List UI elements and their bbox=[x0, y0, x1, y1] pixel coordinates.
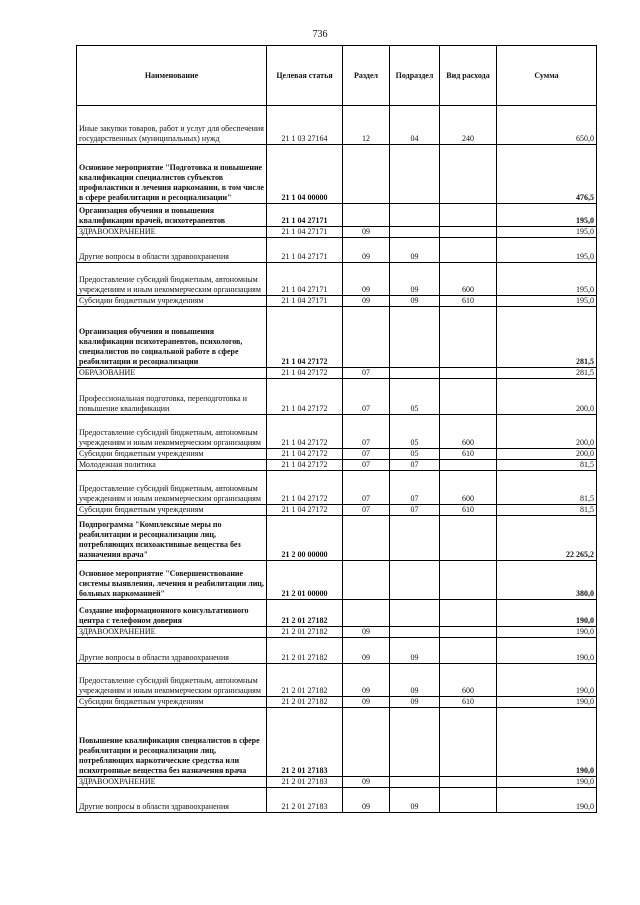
cell-target-article: 21 2 01 27183 bbox=[267, 708, 343, 777]
table-row bbox=[77, 449, 597, 460]
cell-sum: 190,0 bbox=[497, 708, 597, 777]
cell-subsection bbox=[390, 516, 440, 561]
table-body bbox=[77, 106, 597, 813]
table-row bbox=[77, 471, 597, 505]
table-row bbox=[77, 106, 597, 145]
cell-sum: 195,0 bbox=[497, 204, 597, 227]
cell-section bbox=[343, 204, 390, 227]
cell-sum: 81,5 bbox=[497, 460, 597, 471]
cell-section: 07 bbox=[343, 505, 390, 516]
cell-subsection bbox=[390, 368, 440, 379]
cell-name: Субсидии бюджетным учреждениям bbox=[77, 449, 267, 460]
header-name: Наименование bbox=[77, 46, 267, 106]
cell-name: Молодежная политика bbox=[77, 460, 267, 471]
cell-name: ЗДРАВООХРАНЕНИЕ bbox=[77, 777, 267, 788]
cell-expense-type bbox=[440, 561, 497, 600]
cell-subsection: 05 bbox=[390, 449, 440, 460]
cell-subsection bbox=[390, 600, 440, 627]
cell-subsection: 09 bbox=[390, 263, 440, 296]
cell-expense-type bbox=[440, 600, 497, 627]
cell-target-article: 21 1 04 27171 bbox=[267, 263, 343, 296]
cell-target-article: 21 1 04 27171 bbox=[267, 238, 343, 263]
table-row bbox=[77, 600, 597, 627]
table-row bbox=[77, 638, 597, 664]
cell-expense-type bbox=[440, 307, 497, 368]
cell-sum: 190,0 bbox=[497, 788, 597, 813]
cell-section: 09 bbox=[343, 627, 390, 638]
cell-expense-type: 600 bbox=[440, 263, 497, 296]
cell-name: Другие вопросы в области здравоохранения bbox=[77, 788, 267, 813]
cell-name: Основное мероприятие "Совершенствование системы выявления, лечения и реабилитации лиц, больных наркоманией" bbox=[77, 561, 267, 600]
cell-name: Повышение квалификации специалистов в сфере реабилитации и ресоциализации лиц, потребляющих наркотические средства или психотропные вещества без назначения врача bbox=[77, 708, 267, 777]
cell-target-article: 21 2 01 27182 bbox=[267, 638, 343, 664]
cell-section: 09 bbox=[343, 664, 390, 697]
cell-expense-type bbox=[440, 708, 497, 777]
cell-expense-type bbox=[440, 368, 497, 379]
cell-name: Основное мероприятие "Подготовка и повышение квалификации специалистов субъектов профилактики и лечения наркомании, в том числе в сфере реабилитации и ресоциализации" bbox=[77, 145, 267, 204]
cell-section: 07 bbox=[343, 460, 390, 471]
cell-sum: 195,0 bbox=[497, 296, 597, 307]
header-sum: Сумма bbox=[497, 46, 597, 106]
table-row bbox=[77, 561, 597, 600]
cell-name: Предоставление субсидий бюджетным, автономным учреждениям и иным некоммерческим организациям bbox=[77, 263, 267, 296]
table-row bbox=[77, 307, 597, 368]
cell-name: Другие вопросы в области здравоохранения bbox=[77, 638, 267, 664]
cell-sum: 190,0 bbox=[497, 664, 597, 697]
cell-sum: 195,0 bbox=[497, 263, 597, 296]
cell-subsection: 07 bbox=[390, 460, 440, 471]
cell-target-article: 21 1 04 00000 bbox=[267, 145, 343, 204]
cell-name: Другие вопросы в области здравоохранения bbox=[77, 238, 267, 263]
cell-expense-type bbox=[440, 238, 497, 263]
cell-expense-type: 610 bbox=[440, 296, 497, 307]
table-row bbox=[77, 627, 597, 638]
cell-subsection: 05 bbox=[390, 379, 440, 415]
cell-subsection: 07 bbox=[390, 471, 440, 505]
cell-expense-type bbox=[440, 627, 497, 638]
cell-target-article: 21 2 01 27183 bbox=[267, 777, 343, 788]
cell-target-article: 21 1 04 27172 bbox=[267, 449, 343, 460]
cell-subsection bbox=[390, 307, 440, 368]
cell-name: Организация обучения и повышения квалификации врачей, психотерапевтов bbox=[77, 204, 267, 227]
cell-subsection bbox=[390, 627, 440, 638]
cell-section: 09 bbox=[343, 263, 390, 296]
cell-sum: 81,5 bbox=[497, 505, 597, 516]
cell-name: Субсидии бюджетным учреждениям bbox=[77, 697, 267, 708]
cell-expense-type: 610 bbox=[440, 449, 497, 460]
table-row bbox=[77, 145, 597, 204]
cell-name: ЗДРАВООХРАНЕНИЕ bbox=[77, 627, 267, 638]
cell-name: Предоставление субсидий бюджетным, автономным учреждениям и иным некоммерческим организациям bbox=[77, 415, 267, 449]
budget-table bbox=[76, 45, 597, 813]
cell-expense-type bbox=[440, 227, 497, 238]
cell-sum: 190,0 bbox=[497, 600, 597, 627]
cell-subsection: 05 bbox=[390, 415, 440, 449]
table-row bbox=[77, 379, 597, 415]
cell-target-article: 21 1 04 27172 bbox=[267, 460, 343, 471]
cell-target-article: 21 2 01 00000 bbox=[267, 561, 343, 600]
cell-expense-type bbox=[440, 777, 497, 788]
cell-section: 09 bbox=[343, 227, 390, 238]
cell-subsection bbox=[390, 227, 440, 238]
cell-expense-type bbox=[440, 204, 497, 227]
cell-target-article: 21 1 04 27172 bbox=[267, 379, 343, 415]
cell-target-article: 21 1 04 27171 bbox=[267, 227, 343, 238]
table-row bbox=[77, 238, 597, 263]
cell-expense-type: 600 bbox=[440, 471, 497, 505]
cell-target-article: 21 2 01 27182 bbox=[267, 697, 343, 708]
cell-expense-type bbox=[440, 788, 497, 813]
table-row bbox=[77, 505, 597, 516]
cell-expense-type: 610 bbox=[440, 697, 497, 708]
cell-expense-type bbox=[440, 516, 497, 561]
table-row bbox=[77, 263, 597, 296]
cell-sum: 476,5 bbox=[497, 145, 597, 204]
header-expense-type: Вид расхода bbox=[440, 46, 497, 106]
cell-section: 09 bbox=[343, 238, 390, 263]
cell-section: 07 bbox=[343, 415, 390, 449]
cell-target-article: 21 2 01 27182 bbox=[267, 600, 343, 627]
cell-subsection: 09 bbox=[390, 296, 440, 307]
cell-section bbox=[343, 516, 390, 561]
table-row bbox=[77, 777, 597, 788]
table-row bbox=[77, 708, 597, 777]
cell-sum: 200,0 bbox=[497, 415, 597, 449]
cell-name: Предоставление субсидий бюджетным, автономным учреждениям и иным некоммерческим организациям bbox=[77, 471, 267, 505]
cell-sum: 200,0 bbox=[497, 379, 597, 415]
cell-expense-type bbox=[440, 145, 497, 204]
cell-section: 07 bbox=[343, 449, 390, 460]
cell-expense-type bbox=[440, 638, 497, 664]
cell-name: Профессиональная подготовка, переподготовка и повышение квалификации bbox=[77, 379, 267, 415]
cell-target-article: 21 1 03 27164 bbox=[267, 106, 343, 145]
cell-subsection: 07 bbox=[390, 505, 440, 516]
table-row bbox=[77, 368, 597, 379]
table-row bbox=[77, 788, 597, 813]
cell-expense-type: 600 bbox=[440, 415, 497, 449]
cell-subsection bbox=[390, 145, 440, 204]
cell-target-article: 21 2 01 27183 bbox=[267, 788, 343, 813]
cell-target-article: 21 1 04 27172 bbox=[267, 505, 343, 516]
cell-sum: 281,5 bbox=[497, 307, 597, 368]
cell-section: 07 bbox=[343, 471, 390, 505]
table-row bbox=[77, 664, 597, 697]
cell-name: ОБРАЗОВАНИЕ bbox=[77, 368, 267, 379]
cell-sum: 650,0 bbox=[497, 106, 597, 145]
cell-name: Субсидии бюджетным учреждениям bbox=[77, 505, 267, 516]
cell-section bbox=[343, 708, 390, 777]
cell-subsection: 09 bbox=[390, 697, 440, 708]
cell-section bbox=[343, 600, 390, 627]
cell-subsection bbox=[390, 561, 440, 600]
cell-name: Субсидии бюджетным учреждениям bbox=[77, 296, 267, 307]
cell-subsection: 09 bbox=[390, 664, 440, 697]
cell-name: Организация обучения и повышения квалификации психотерапевтов, психологов, специалистов по социальной работе в сфере реабилитации и ресоциализации bbox=[77, 307, 267, 368]
table-row bbox=[77, 204, 597, 227]
cell-sum: 200,0 bbox=[497, 449, 597, 460]
cell-target-article: 21 1 04 27172 bbox=[267, 415, 343, 449]
table-header-row bbox=[77, 46, 597, 106]
table-row bbox=[77, 697, 597, 708]
cell-name: Предоставление субсидий бюджетным, автономным учреждениям и иным некоммерческим организациям bbox=[77, 664, 267, 697]
cell-section: 09 bbox=[343, 777, 390, 788]
cell-subsection bbox=[390, 204, 440, 227]
cell-target-article: 21 2 00 00000 bbox=[267, 516, 343, 561]
cell-subsection bbox=[390, 777, 440, 788]
cell-sum: 380,0 bbox=[497, 561, 597, 600]
header-subsection: Подраздел bbox=[390, 46, 440, 106]
cell-section: 09 bbox=[343, 788, 390, 813]
cell-sum: 190,0 bbox=[497, 627, 597, 638]
cell-expense-type: 600 bbox=[440, 664, 497, 697]
cell-subsection: 09 bbox=[390, 788, 440, 813]
cell-section bbox=[343, 145, 390, 204]
cell-name: Создание информационного консультативного центра с телефоном доверия bbox=[77, 600, 267, 627]
cell-subsection bbox=[390, 708, 440, 777]
cell-name: Подпрограмма "Комплексные меры по реабилитации и ресоциализации лиц, потребляющих психоактивные вещества без назначения врача" bbox=[77, 516, 267, 561]
cell-section: 09 bbox=[343, 697, 390, 708]
table-row bbox=[77, 296, 597, 307]
cell-sum: 195,0 bbox=[497, 238, 597, 263]
cell-name: Иные закупки товаров, работ и услуг для обеспечения государственных (муниципальных) нужд bbox=[77, 106, 267, 145]
cell-sum: 190,0 bbox=[497, 638, 597, 664]
cell-section: 09 bbox=[343, 638, 390, 664]
cell-section bbox=[343, 561, 390, 600]
cell-expense-type bbox=[440, 379, 497, 415]
cell-expense-type: 240 bbox=[440, 106, 497, 145]
table-row bbox=[77, 227, 597, 238]
cell-section: 07 bbox=[343, 379, 390, 415]
cell-subsection: 09 bbox=[390, 638, 440, 664]
cell-expense-type bbox=[440, 460, 497, 471]
cell-sum: 195,0 bbox=[497, 227, 597, 238]
cell-target-article: 21 1 04 27172 bbox=[267, 471, 343, 505]
table-row bbox=[77, 516, 597, 561]
cell-sum: 81,5 bbox=[497, 471, 597, 505]
cell-sum: 190,0 bbox=[497, 697, 597, 708]
cell-target-article: 21 2 01 27182 bbox=[267, 627, 343, 638]
cell-section: 12 bbox=[343, 106, 390, 145]
cell-sum: 22 265,2 bbox=[497, 516, 597, 561]
cell-target-article: 21 1 04 27171 bbox=[267, 204, 343, 227]
cell-name: ЗДРАВООХРАНЕНИЕ bbox=[77, 227, 267, 238]
cell-subsection: 04 bbox=[390, 106, 440, 145]
header-section: Раздел bbox=[343, 46, 390, 106]
cell-target-article: 21 1 04 27171 bbox=[267, 296, 343, 307]
cell-target-article: 21 2 01 27182 bbox=[267, 664, 343, 697]
page-number: 736 bbox=[312, 29, 328, 40]
cell-section: 07 bbox=[343, 368, 390, 379]
cell-sum: 281,5 bbox=[497, 368, 597, 379]
cell-section bbox=[343, 307, 390, 368]
cell-target-article: 21 1 04 27172 bbox=[267, 307, 343, 368]
table-row bbox=[77, 415, 597, 449]
table-row bbox=[77, 460, 597, 471]
cell-section: 09 bbox=[343, 296, 390, 307]
header-target-article: Целевая статья bbox=[267, 46, 343, 106]
cell-target-article: 21 1 04 27172 bbox=[267, 368, 343, 379]
cell-sum: 190,0 bbox=[497, 777, 597, 788]
cell-subsection: 09 bbox=[390, 238, 440, 263]
cell-expense-type: 610 bbox=[440, 505, 497, 516]
